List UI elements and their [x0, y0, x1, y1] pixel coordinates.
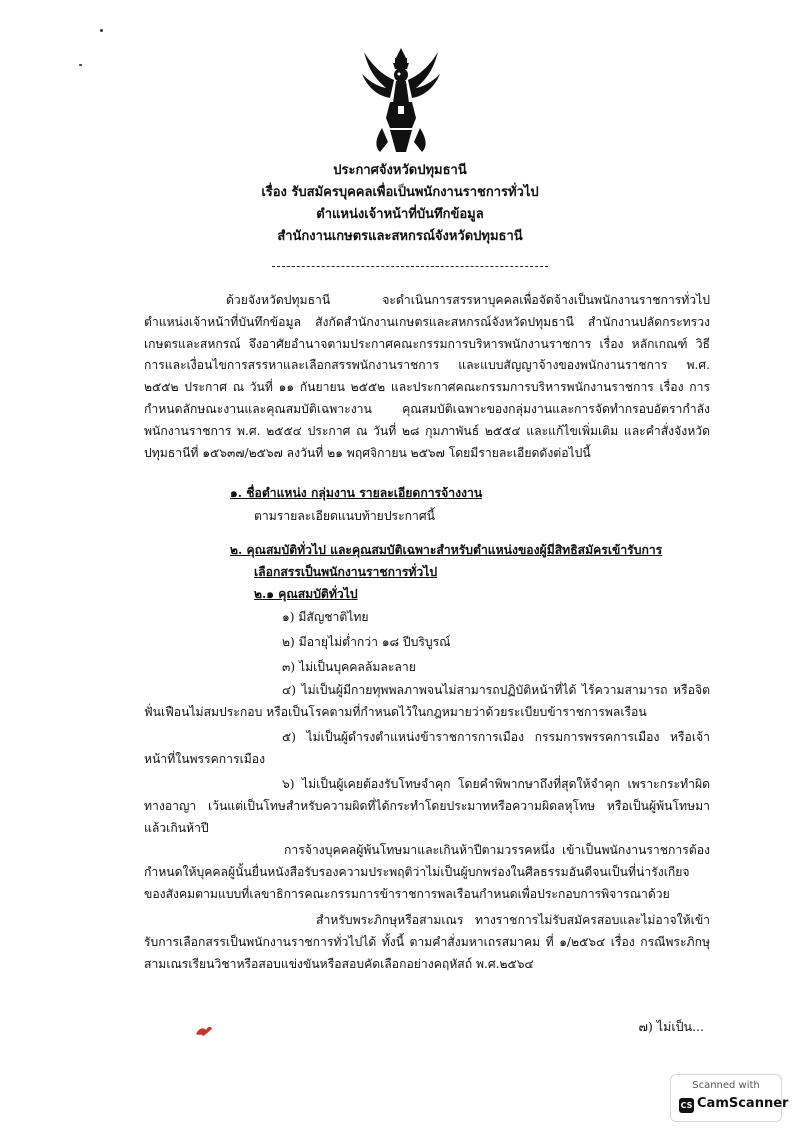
announcement-subject: เรื่อง รับสมัครบุคคลเพื่อเป็นพนักงานราชการทั่วไป: [261, 185, 539, 200]
monk-note: สำหรับพระภิกษุหรือสามเณร ทางราชการไม่รับสมัครสอบและไม่อาจให้เข้ารับการเลือกสรรเป็นพนักงานราชการทั่วไปได้ ทั้งนี้ ตามคำสั่งมหาเถรสมาคม ที่ ๑/๒๕๖๔ เรื่อง กรณีพระภิกษุสามเณรเรียนวิชาหรือสอบแข่งขันหรือสอบคัดเลือกอย่างคฤหัสถ์ พ.ศ.๒๕๖๔: [144, 913, 710, 971]
ex-convict-note: การจ้างบุคคลผู้พ้นโทษมาและเกินห้าปีตามวรรคหนึ่ง เข้าเป็นพนักงานราชการต้องกำหนดให้บุคคลผู้นั้นยื่นหนังสือรับรองความประพฤติว่าไม่เป็นผู้บกพร่องในศีลธรรมอันดีจนเป็นที่น่ารังเกียจของสังคมตามแบบที่เลขาธิการคณะกรรมการข้าราชการพลเรือนกำหนดเพื่อประกอบการพิจารณาด้วย: [144, 843, 710, 901]
position-title: ตำแหน่งเจ้าหน้าที่บันทึกข้อมูล: [316, 207, 484, 222]
section1-heading: ๑. ชื่อตำแหน่ง กลุ่มงาน รายละเอียดการจ้างงาน: [230, 486, 483, 500]
continued-marker: ๗) ไม่เป็น...: [638, 1019, 704, 1034]
camscanner-logo-icon: CS: [679, 1098, 694, 1113]
subsection-2-1-heading: ๒.๑ คุณสมบัติทั่วไป: [254, 587, 358, 601]
list-item: ๑) มีสัญชาติไทย: [282, 610, 369, 624]
scan-speck: [79, 64, 82, 66]
section1-text: ตามรายละเอียดแนบท้ายประกาศนี้: [254, 509, 435, 523]
watermark-brand: CamScanner: [697, 1096, 789, 1111]
section2-heading: ๒. คุณสมบัติทั่วไป และคุณสมบัติเฉพาะสำหรับตำแหน่งของผู้มีสิทธิสมัครเข้ารับการ: [230, 543, 663, 557]
office-name: สำนักงานเกษตรและสหกรณ์จังหวัดปทุมธานี: [277, 229, 523, 244]
header-divider: [272, 266, 548, 267]
intro-paragraph: ด้วยจังหวัดปทุมธานี จะดำเนินการสรรหาบุคคลเพื่อจัดจ้างเป็นพนักงานราชการทั่วไป ตำแหน่งเจ้าหน้าที่บันทึกข้อมูล สังกัดสำนักงานเกษตรและสหกรณ์จังหวัดปทุมธานี สำนักงานปลัดกระทรวงเกษตรและสหกรณ์ จึงอาศัยอำนาจตามประกาศคณะกรรมการบริหารพนักงานราชการ เรื่อง หลักเกณฑ์ วิธีการและเงื่อนไขการสรรหาและเลือกสรรพนักงานราชการ และแบบสัญญาจ้างของพนักงานราชการ พ.ศ. ๒๕๕๒ ประกาศ ณ วันที่ ๑๑ กันยายน ๒๕๕๒ และประกาศคณะกรรมการบริหารพนักงานราชการ เรื่อง การกำหนดลักษณะงานและคุณสมบัติเฉพาะงาน คุณสมบัติเฉพาะของกลุ่มงานและการจัดทำกรอบอัตรากำลังพนักงานราชการ พ.ศ. ๒๕๕๔ ประกาศ ณ วันที่ ๒๘ กุมภาพันธ์ ๒๕๕๔ และแก้ไขเพิ่มเติม และคำสั่งจังหวัดปทุมธานีที่ ๑๕๖๓๗/๒๕๖๗ ลงวันที่ ๒๑ พฤศจิกายน ๒๕๖๗ โดยมีรายละเอียดดังต่อไปนี้: [144, 293, 710, 460]
garuda-emblem-icon: [360, 46, 442, 156]
list-item-6: ๖) ไม่เป็นผู้เคยต้องรับโทษจำคุก โดยคำพิพากษาถึงที่สุดให้จำคุก เพราะกระทำผิดทางอาญา เว้นแต่เป็นโทษสำหรับความผิดที่ได้กระทำโดยประมาทหรือความผิดลหุโทษ หรือเป็นผู้พ้นโทษมาแล้วเกินห้าปี: [144, 777, 710, 835]
watermark-caption: Scanned with: [692, 1080, 760, 1091]
list-item-5: ๕) ไม่เป็นผู้ดำรงตำแหน่งข้าราชการการเมือง กรรมการพรรคการเมือง หรือเจ้าหน้าที่ในพรรคการเมือง: [144, 730, 710, 766]
announcement-title: ประกาศจังหวัดปทุมธานี: [333, 163, 467, 178]
list-item: ๒) มีอายุไม่ต่ำกว่า ๑๘ ปีบริบูรณ์: [282, 635, 451, 649]
scan-speck: [100, 29, 103, 32]
list-item-4: ๔) ไม่เป็นผู้มีกายทุพพลภาพจนไม่สามารถปฏิบัติหน้าที่ได้ ไร้ความสามารถ หรือจิตฟั่นเฟือนไม่สมประกอบ หรือเป็นโรคตามที่กำหนดไว้ในกฎหมายว่าด้วยระเบียบข้าราชการพลเรือน: [144, 683, 710, 719]
camscanner-watermark: [670, 1074, 789, 1122]
red-ink-mark-icon: [194, 1024, 214, 1038]
list-item: ๓) ไม่เป็นบุคคลล้มละลาย: [282, 660, 416, 674]
section2-heading-cont: เลือกสรรเป็นพนักงานราชการทั่วไป: [254, 565, 438, 579]
